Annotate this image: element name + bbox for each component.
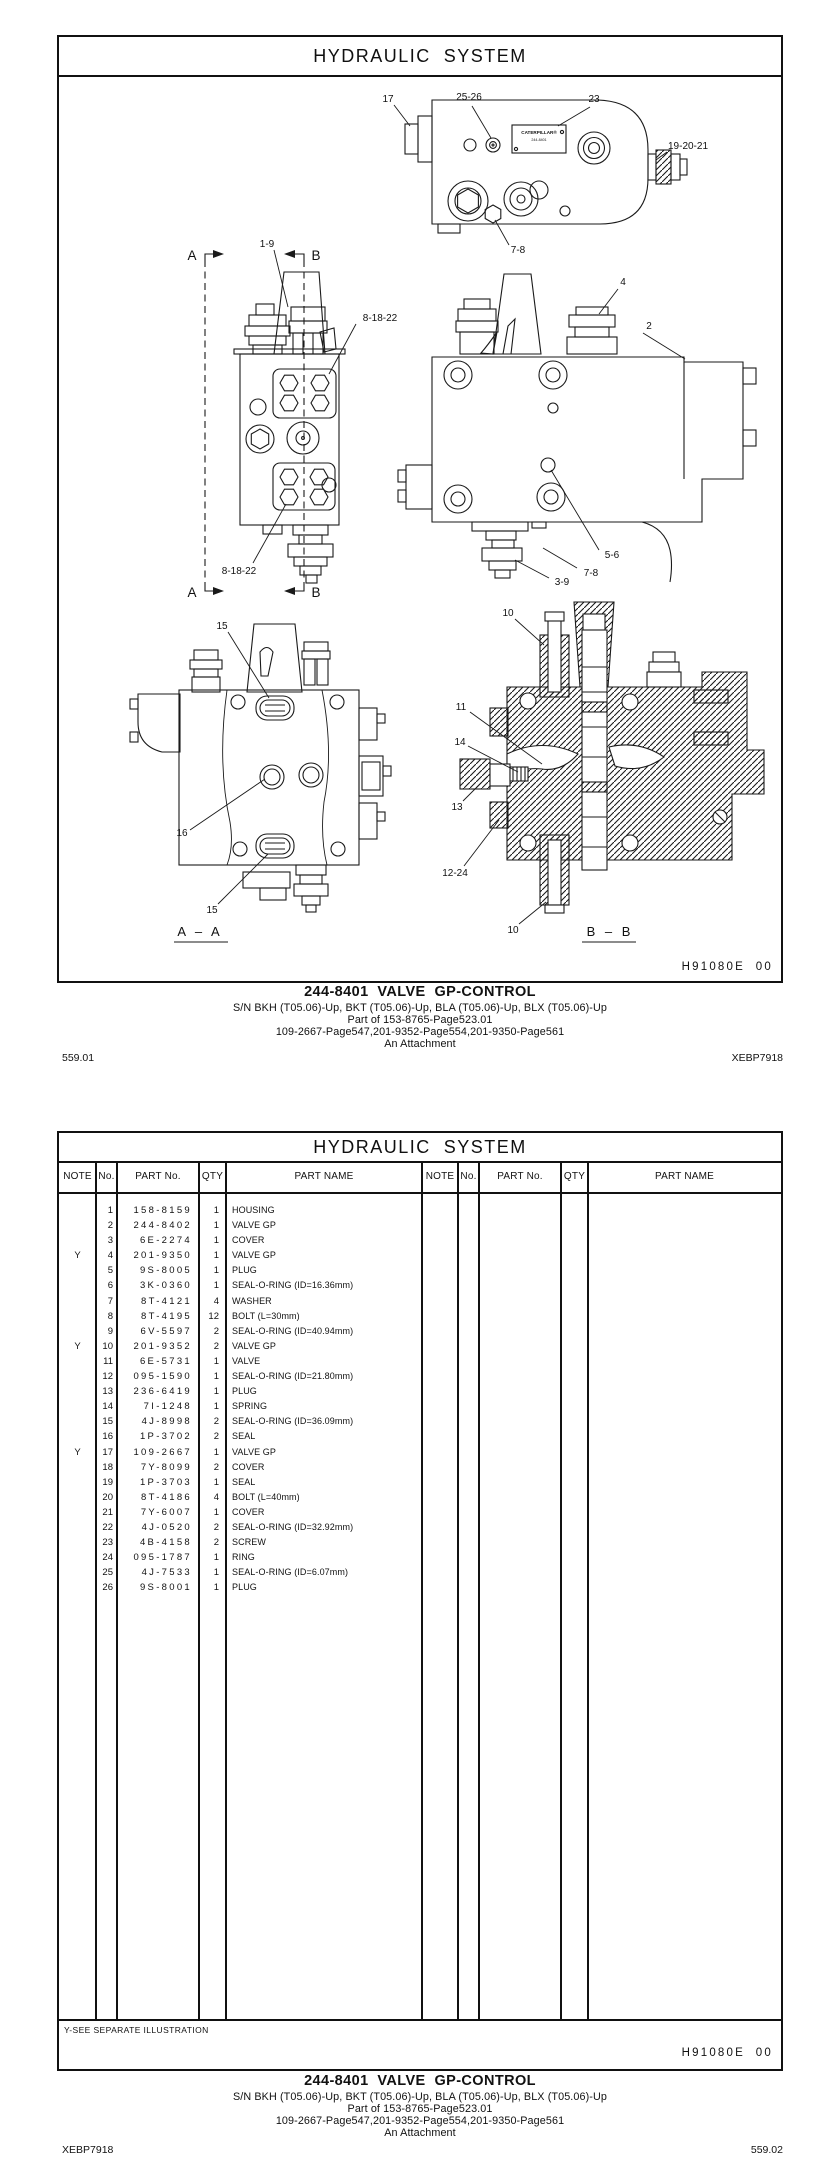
cell-qty: 1 — [213, 1205, 219, 1216]
cell-no: 18 — [102, 1461, 113, 1473]
cell-qty: 1 — [213, 1552, 219, 1564]
callout-label: 8-18-22 — [362, 313, 398, 324]
cell-part-no: 1P-3703 — [139, 1476, 192, 1488]
cell-part-name: COVER — [232, 1506, 265, 1517]
column-divider — [198, 1161, 200, 2019]
table-row — [59, 1218, 781, 1233]
cell-part-name: SCREW — [232, 1537, 266, 1548]
cell-part-name: VALVE GP — [232, 1340, 276, 1351]
caption-pages-line: 109-2667-Page547,201-9352-Page554,201-9350-Page561 — [275, 2115, 565, 2128]
page2-footnote-row — [59, 2019, 781, 2069]
section-letter: A — [187, 585, 197, 600]
cell-part-name: VALVE GP — [232, 1446, 276, 1457]
page2-doc-code: XEBP7918 — [62, 2144, 114, 2156]
cell-part-no: 7I-1248 — [143, 1401, 192, 1413]
cell-note — [59, 1535, 96, 1550]
nameplate-brand: CATERPILLAR® — [521, 130, 557, 135]
cell-qty: 1 — [213, 1476, 219, 1488]
cell-no: 22 — [102, 1521, 113, 1533]
callout-label: 14 — [454, 737, 466, 748]
cell-part-no: 109-2667 — [133, 1446, 192, 1458]
cell-part-no: 095-1787 — [133, 1552, 192, 1564]
cell-qty: 1 — [213, 1386, 219, 1398]
callout-label: 17 — [382, 94, 394, 105]
cell-part-no: 7Y-8099 — [140, 1461, 192, 1473]
cell-part-name: SEAL-O-RING (ID=32.92mm) — [232, 1521, 354, 1532]
caption-part-of-line: Part of 153-8765-Page523.01 — [347, 2103, 493, 2116]
cell-no: 19 — [102, 1476, 113, 1488]
callout-label: 7-8 — [510, 245, 526, 256]
cell-note: Y — [74, 1446, 81, 1458]
page1-title-band — [59, 37, 781, 77]
table-row — [59, 1475, 781, 1490]
cell-no: 6 — [107, 1280, 113, 1292]
cell-part-name: SEAL-O-RING (ID=21.80mm) — [232, 1371, 354, 1382]
cell-qty: 4 — [213, 1295, 219, 1307]
cell-part-no: 4J-0520 — [141, 1521, 192, 1533]
callout-label: 10 — [507, 925, 519, 936]
table-row — [59, 1565, 781, 1580]
front-view-drawing — [187, 239, 397, 600]
caption-pages-line: 109-2667-Page547,201-9352-Page554,201-9350-Page561 — [275, 1026, 565, 1039]
cell-no: 2 — [107, 1220, 113, 1232]
cell-part-no: 236-6419 — [133, 1386, 192, 1398]
callout-label: 19-20-21 — [667, 141, 709, 152]
cell-part-no: 9S-8001 — [139, 1582, 192, 1594]
header-part-name: PART NAME — [294, 1171, 354, 1182]
cell-no: 23 — [102, 1537, 113, 1549]
cell-part-name: RING — [232, 1552, 255, 1563]
cell-no: 1 — [107, 1205, 113, 1216]
page1-caption — [57, 984, 783, 1051]
cell-part-no: 6E-5731 — [139, 1355, 192, 1367]
cell-no: 16 — [102, 1431, 113, 1443]
caption-serial-line: S/N BKH (T05.06)-Up, BKT (T05.06)-Up, BLA (T05.06)-Up, BLX (T05.06)-Up — [232, 2091, 608, 2104]
callout-label: 5-6 — [604, 550, 620, 561]
cell-part-name: VALVE GP — [232, 1250, 276, 1261]
page2-drawing-number: H91080E 00 — [681, 2047, 773, 2059]
cell-part-no: 4J-7533 — [141, 1567, 192, 1579]
callout-label: 2 — [646, 321, 652, 332]
callout-label: 25-26 — [456, 92, 482, 103]
column-divider — [421, 1161, 423, 2019]
page1-doc-code: XEBP7918 — [731, 1052, 783, 1064]
page1-drawing-number: H91080E 00 — [681, 961, 773, 973]
header-note: NOTE — [425, 1171, 455, 1182]
cell-part-name: SEAL — [232, 1476, 256, 1487]
caption-title: 244-8401 VALVE GP-CONTROL — [304, 984, 536, 1000]
section-bb-drawing — [442, 602, 764, 942]
table-row — [59, 1505, 781, 1520]
cell-note — [59, 1294, 96, 1309]
page-2 — [57, 1131, 783, 2071]
side-view-drawing — [398, 274, 756, 588]
valve-assembly-drawing — [59, 77, 781, 981]
cell-part-name: PLUG — [232, 1582, 257, 1593]
page1-title: HYDRAULIC SYSTEM — [313, 45, 527, 66]
cell-qty: 2 — [213, 1416, 219, 1428]
cell-note — [59, 1399, 96, 1414]
table-row — [59, 1445, 781, 1460]
cell-part-name: WASHER — [232, 1295, 272, 1306]
table-row — [59, 1520, 781, 1535]
cell-part-name: SEAL — [232, 1431, 256, 1442]
column-divider — [95, 1161, 97, 2019]
cell-note — [59, 1460, 96, 1475]
section-bb-label: B – B — [586, 924, 634, 939]
header-no: No. — [460, 1171, 477, 1182]
cell-part-name: VALVE — [232, 1355, 261, 1366]
cell-note — [59, 1218, 96, 1233]
cell-no: 17 — [102, 1446, 113, 1458]
cell-qty: 1 — [213, 1235, 219, 1247]
cell-qty: 1 — [213, 1582, 219, 1594]
table-row — [59, 1384, 781, 1399]
header-part-name: PART NAME — [654, 1171, 715, 1182]
cell-part-no: 201-9352 — [133, 1340, 192, 1352]
header-part-no: PART No. — [135, 1171, 181, 1182]
cell-note — [59, 1384, 96, 1399]
cell-part-name: COVER — [232, 1235, 265, 1246]
cell-part-name: SPRING — [232, 1401, 268, 1412]
callout-label: 15 — [216, 621, 228, 632]
cell-part-no: 4B-4158 — [139, 1537, 192, 1549]
section-letter: B — [311, 248, 321, 263]
cell-note — [59, 1369, 96, 1384]
cell-note: Y — [74, 1250, 81, 1262]
cell-qty: 2 — [213, 1431, 219, 1443]
cell-part-name: HOUSING — [232, 1205, 275, 1215]
table-row — [59, 1490, 781, 1505]
cell-note — [59, 1429, 96, 1444]
cell-part-name: VALVE GP — [232, 1220, 276, 1231]
table-row — [59, 1369, 781, 1384]
page1-page-number: 559.01 — [62, 1052, 95, 1064]
cell-qty: 1 — [213, 1401, 219, 1413]
column-divider — [560, 1161, 562, 2019]
table-row — [59, 1414, 781, 1429]
cell-no: 9 — [107, 1325, 113, 1337]
caption-attachment-line: An Attachment — [384, 2127, 456, 2140]
table-row — [59, 1550, 781, 1565]
callout-label: 4 — [620, 277, 626, 288]
top-view-drawing — [382, 92, 708, 256]
nameplate-part-number: 244-8401 — [531, 138, 547, 142]
cell-note — [59, 1203, 96, 1218]
page1-diagram-area — [59, 77, 781, 981]
table-row — [59, 1309, 781, 1324]
cell-no: 10 — [102, 1340, 113, 1352]
table-row — [59, 1580, 781, 1595]
table-row — [59, 1399, 781, 1414]
table-row — [59, 1203, 781, 1218]
cell-part-name: SEAL-O-RING (ID=36.09mm) — [232, 1416, 354, 1427]
cell-part-no: 8T-4195 — [141, 1310, 192, 1322]
cell-qty: 1 — [213, 1355, 219, 1367]
column-divider — [478, 1161, 480, 2019]
cell-note — [59, 1309, 96, 1324]
parts-table-body — [59, 1194, 781, 2019]
cell-part-name: SEAL-O-RING (ID=6.07mm) — [232, 1567, 349, 1578]
cell-part-no: 8T-4186 — [141, 1491, 192, 1503]
cell-part-name: BOLT (L=30mm) — [232, 1310, 300, 1321]
cell-no: 5 — [107, 1265, 113, 1277]
table-row — [59, 1460, 781, 1475]
cell-no: 12 — [102, 1371, 113, 1383]
page2-page-number: 559.02 — [750, 2144, 783, 2156]
cell-note — [59, 1278, 96, 1293]
cell-part-no: 7Y-6007 — [140, 1506, 192, 1518]
cell-qty: 12 — [208, 1310, 219, 1322]
cell-part-no: 4J-8998 — [141, 1416, 192, 1428]
header-qty: QTY — [201, 1171, 224, 1182]
callout-label: 8-18-22 — [221, 566, 257, 577]
table-row — [59, 1354, 781, 1369]
section-aa-drawing — [130, 621, 391, 942]
page2-title: HYDRAULIC SYSTEM — [313, 1136, 527, 1157]
caption-title: 244-8401 VALVE GP-CONTROL — [304, 2073, 536, 2089]
cell-note: Y — [74, 1340, 81, 1352]
table-row — [59, 1339, 781, 1354]
cell-no: 8 — [107, 1310, 113, 1322]
cell-qty: 2 — [213, 1521, 219, 1533]
cell-qty: 4 — [213, 1491, 219, 1503]
page2-caption — [57, 2073, 783, 2140]
cell-no: 4 — [107, 1250, 113, 1262]
cell-part-no: 158-8159 — [133, 1205, 192, 1216]
cell-no: 13 — [102, 1386, 113, 1398]
cell-qty: 1 — [213, 1265, 219, 1277]
table-row — [59, 1294, 781, 1309]
cell-note — [59, 1354, 96, 1369]
section-letter: B — [311, 585, 321, 600]
section-letter: A — [187, 248, 197, 263]
cell-part-no: 6E-2274 — [139, 1235, 192, 1247]
cell-note — [59, 1520, 96, 1535]
cell-part-name: PLUG — [232, 1265, 257, 1276]
cell-no: 20 — [102, 1491, 113, 1503]
table-row — [59, 1278, 781, 1293]
cell-no: 25 — [102, 1567, 113, 1579]
header-qty: QTY — [563, 1171, 586, 1182]
cell-no: 21 — [102, 1506, 113, 1518]
cell-note — [59, 1414, 96, 1429]
callout-label: 11 — [455, 702, 467, 713]
cell-part-name: COVER — [232, 1461, 265, 1472]
cell-qty: 1 — [213, 1506, 219, 1518]
cell-note — [59, 1550, 96, 1565]
cell-no: 24 — [102, 1552, 113, 1564]
caption-part-of-line: Part of 153-8765-Page523.01 — [347, 1014, 493, 1027]
parts-table — [59, 1161, 781, 2019]
column-divider — [587, 1161, 589, 2019]
cell-part-no: 095-1590 — [133, 1371, 192, 1383]
table-row — [59, 1248, 781, 1263]
cell-qty: 1 — [213, 1280, 219, 1292]
cell-qty: 1 — [213, 1250, 219, 1262]
caption-attachment-line: An Attachment — [384, 1038, 456, 1051]
callout-label: 7-8 — [583, 568, 599, 579]
cell-note — [59, 1505, 96, 1520]
cell-no: 15 — [102, 1416, 113, 1428]
callout-label: 15 — [206, 905, 218, 916]
callout-label: 3-9 — [554, 577, 570, 588]
cell-part-no: 6V-5597 — [140, 1325, 192, 1337]
cell-note — [59, 1490, 96, 1505]
cell-note — [59, 1580, 96, 1595]
table-row — [59, 1535, 781, 1550]
callout-label: 16 — [176, 828, 188, 839]
cell-part-name: BOLT (L=40mm) — [232, 1491, 300, 1502]
cell-no: 11 — [103, 1355, 113, 1367]
table-row — [59, 1233, 781, 1248]
cell-note — [59, 1233, 96, 1248]
cell-no: 7 — [107, 1295, 113, 1307]
cell-part-no: 9S-8005 — [139, 1265, 192, 1277]
cell-part-no: 8T-4121 — [141, 1295, 192, 1307]
column-divider — [225, 1161, 227, 2019]
cell-qty: 1 — [213, 1446, 219, 1458]
cell-note — [59, 1324, 96, 1339]
page-1 — [57, 35, 783, 983]
cell-no: 26 — [102, 1582, 113, 1594]
cell-part-name: PLUG — [232, 1386, 257, 1397]
cell-qty: 2 — [213, 1340, 219, 1352]
callout-label: 1-9 — [259, 239, 275, 250]
cell-qty: 1 — [213, 1567, 219, 1579]
cell-qty: 2 — [213, 1325, 219, 1337]
cell-note — [59, 1475, 96, 1490]
cell-note — [59, 1565, 96, 1580]
caption-serial-line: S/N BKH (T05.06)-Up, BKT (T05.06)-Up, BLA (T05.06)-Up, BLX (T05.06)-Up — [232, 1002, 608, 1015]
column-divider — [457, 1161, 459, 2019]
cell-part-name: SEAL-O-RING (ID=40.94mm) — [232, 1325, 354, 1336]
cell-part-no: 1P-3702 — [139, 1431, 192, 1443]
cell-no: 3 — [107, 1235, 113, 1247]
cell-qty: 2 — [213, 1537, 219, 1549]
table-row — [59, 1324, 781, 1339]
page2-title-band — [59, 1133, 781, 1163]
column-divider — [116, 1161, 118, 2019]
callout-label: 13 — [451, 802, 463, 813]
header-note: NOTE — [63, 1171, 92, 1182]
header-part-no: PART No. — [497, 1171, 543, 1182]
header-no: No. — [98, 1171, 115, 1182]
cell-part-no: 3K-0360 — [139, 1280, 192, 1292]
table-row — [59, 1429, 781, 1444]
table-row — [59, 1263, 781, 1278]
callout-label: 12-24 — [442, 868, 468, 879]
callout-label: 10 — [502, 608, 514, 619]
cell-qty: 1 — [213, 1220, 219, 1232]
cell-part-no: 244-8402 — [133, 1220, 192, 1232]
callout-label: 23 — [588, 94, 600, 105]
cell-part-no: 201-9350 — [133, 1250, 192, 1262]
cell-qty: 2 — [213, 1461, 219, 1473]
cell-qty: 1 — [213, 1371, 219, 1383]
parts-table-header — [59, 1161, 781, 1194]
section-aa-label: A – A — [177, 924, 223, 939]
cell-note — [59, 1263, 96, 1278]
footnote-text: Y-SEE SEPARATE ILLUSTRATION — [64, 2025, 209, 2035]
cell-part-name: SEAL-O-RING (ID=16.36mm) — [232, 1280, 354, 1291]
cell-no: 14 — [102, 1401, 113, 1413]
